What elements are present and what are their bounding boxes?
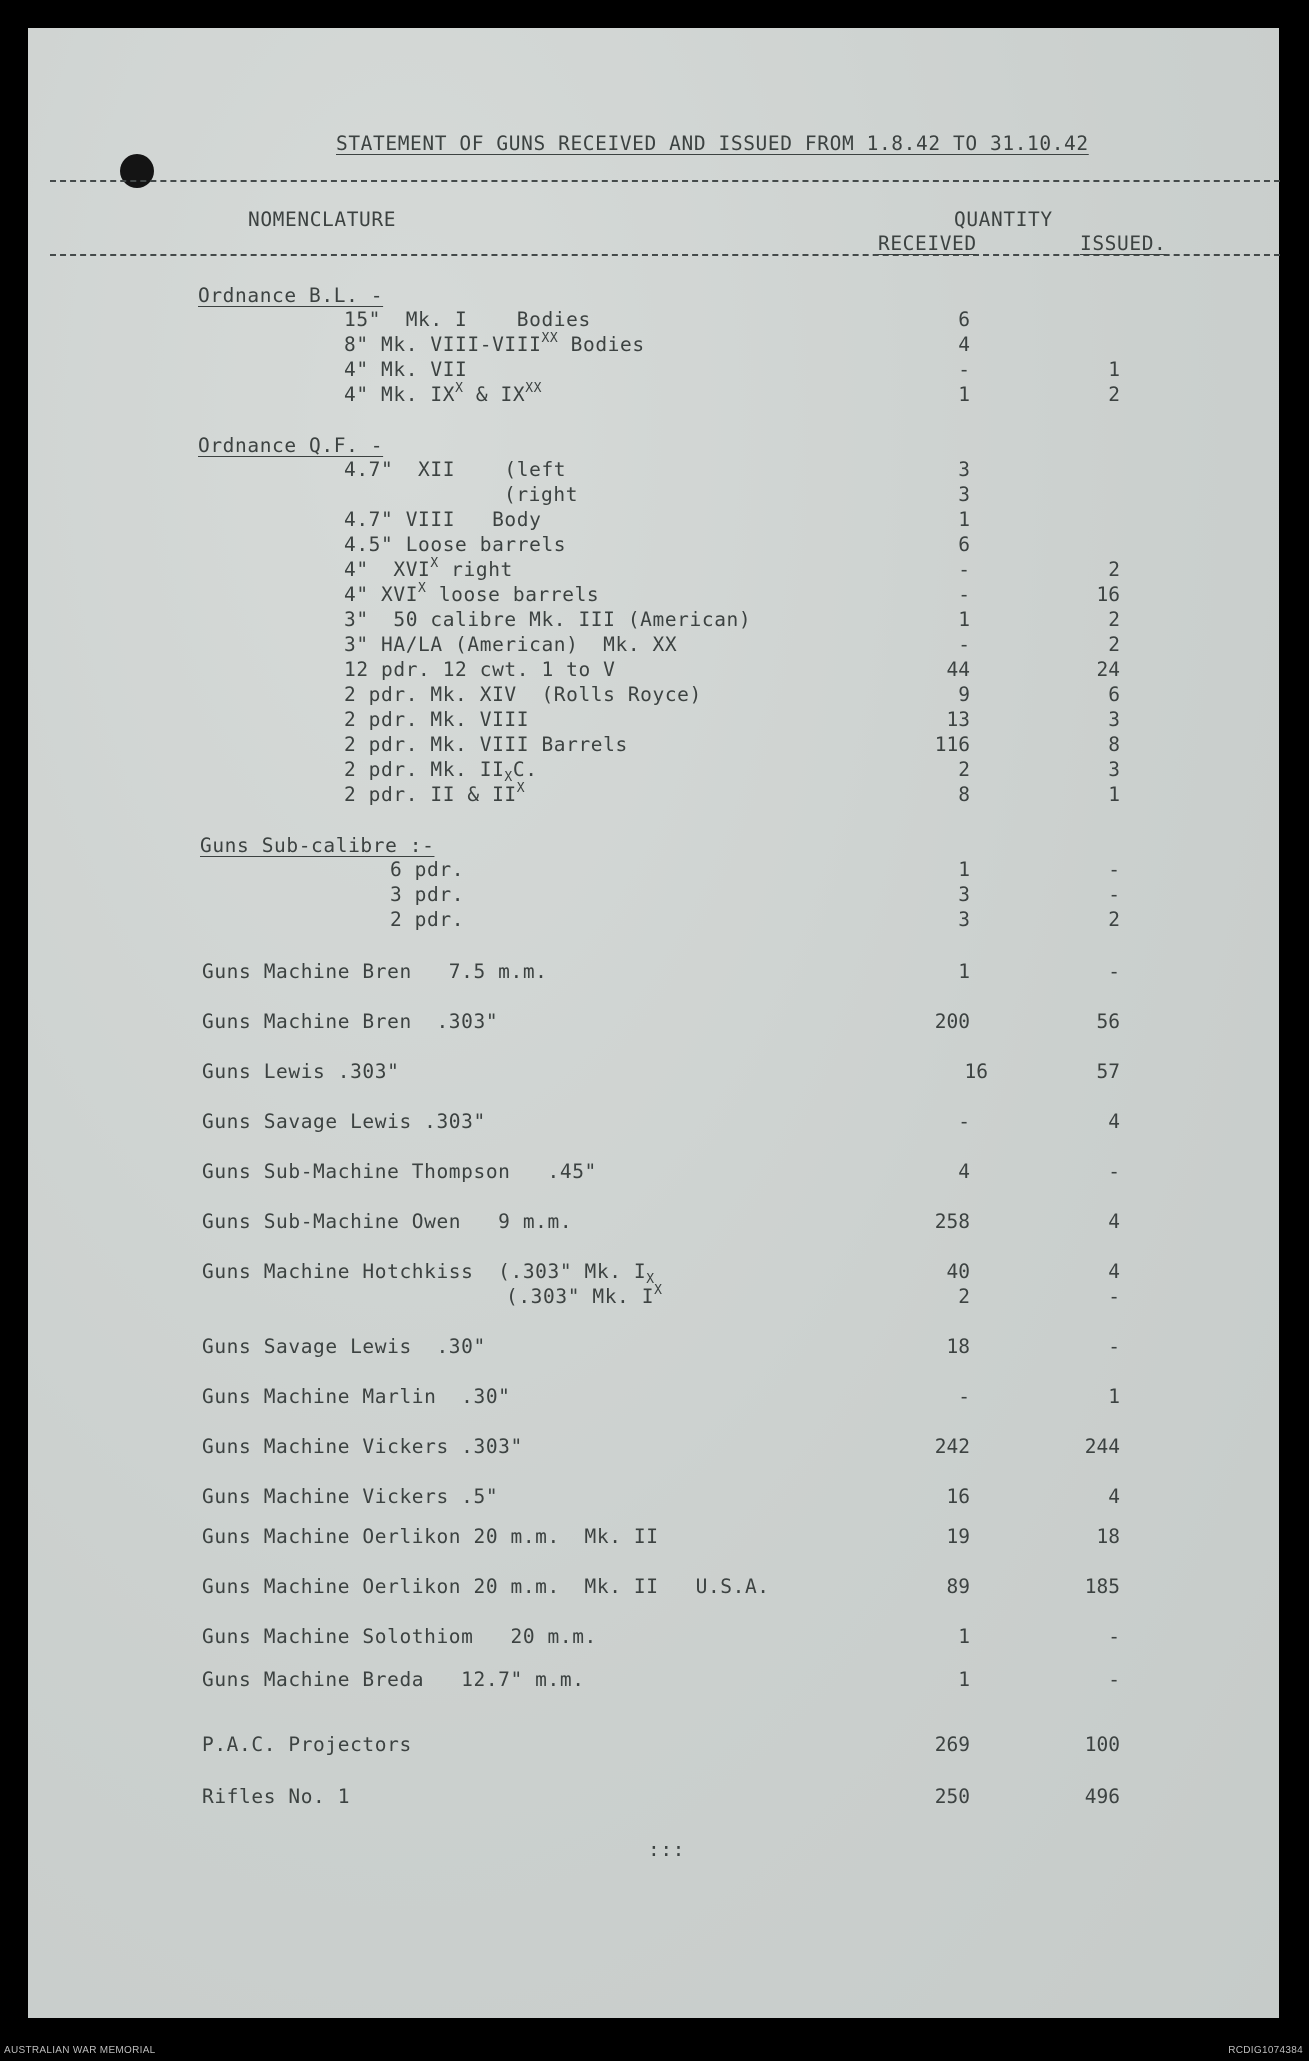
- row-issued: 4: [1108, 1485, 1120, 1508]
- row-label-label: Guns Machine Solothiom 20 m.m.: [202, 1625, 597, 1648]
- row-label: [202, 1112, 486, 1132]
- row-issued: 3: [1108, 758, 1120, 781]
- row-label-label: 4.5" Loose barrels: [344, 533, 567, 556]
- row-label-label: Guns Machine Marlin .30": [202, 1385, 511, 1408]
- row-label-sub: X: [504, 769, 513, 785]
- row-label-label-pre: 8" Mk. VIII-VIII: [344, 333, 542, 356]
- row-label: [202, 1260, 655, 1287]
- row-received: 16: [964, 1060, 988, 1083]
- row-label-label: Guns Machine Bren 7.5 m.m.: [202, 960, 548, 983]
- row-label-sup2: XX: [525, 380, 543, 396]
- row-received: -: [958, 1110, 970, 1133]
- row-issued: -: [1108, 883, 1120, 906]
- row-label: [202, 1162, 597, 1182]
- row-label-label-mid: & IX: [463, 383, 526, 406]
- row-issued: 3: [1108, 708, 1120, 731]
- row-issued: -: [1108, 960, 1120, 983]
- header-issued: ISSUED.: [1080, 232, 1167, 255]
- row-label-sup: XX: [541, 330, 559, 346]
- page-title: STATEMENT OF GUNS RECEIVED AND ISSUED FROM 1.8.42 TO 31.10.42: [336, 132, 1089, 155]
- row-received: 3: [958, 908, 970, 931]
- row-received: -: [958, 633, 970, 656]
- row-label-label: 2 pdr. Mk. XIV (Rolls Royce): [344, 683, 702, 706]
- row-label: [344, 635, 677, 655]
- row-label-label-post: C.: [512, 758, 538, 781]
- row-label-label: 2 pdr. Mk. VIII Barrels: [344, 733, 628, 756]
- row-received: 3: [958, 458, 970, 481]
- row-label: [344, 330, 645, 356]
- row-issued: 6: [1108, 683, 1120, 706]
- row-issued: 2: [1108, 633, 1120, 656]
- row-received: 4: [958, 1160, 970, 1183]
- row-issued: 496: [1084, 1785, 1120, 1808]
- row-label: [390, 860, 464, 880]
- row-label-label: 12 pdr. 12 cwt. 1 to V: [344, 658, 616, 681]
- row-issued: -: [1108, 858, 1120, 881]
- row-received: -: [958, 1385, 970, 1408]
- row-label-label-pre: 2 pdr. Mk. II: [344, 758, 505, 781]
- row-label-label: Guns Machine Vickers .303": [202, 1435, 523, 1458]
- row-issued: 4: [1108, 1260, 1120, 1283]
- row-label: [390, 885, 464, 905]
- footer-archive-name: AUSTRALIAN WAR MEMORIAL: [4, 2045, 156, 2056]
- row-label-label: Guns Sub-Machine Thompson .45": [202, 1160, 597, 1183]
- row-issued: -: [1108, 1668, 1120, 1691]
- row-label: [344, 460, 566, 480]
- row-received: 9: [958, 683, 970, 706]
- row-label: [202, 1787, 350, 1807]
- row-label-label-pre: 2 pdr. II & II: [344, 783, 517, 806]
- row-label-sup: X: [418, 580, 427, 596]
- row-received: 89: [946, 1575, 970, 1598]
- row-received: 1: [958, 858, 970, 881]
- row-label-label-pre: 4" Mk. IX: [344, 383, 456, 406]
- row-label: [202, 1387, 511, 1407]
- row-issued: 18: [1096, 1525, 1120, 1548]
- row-label-sup: X: [430, 555, 439, 571]
- row-label: [344, 555, 513, 581]
- rule-top: [50, 180, 1280, 182]
- row-label-label-pre: 4" XVI: [344, 583, 419, 606]
- row-received: 40: [946, 1260, 970, 1283]
- row-label-label: 4.7" VIII Body: [344, 508, 542, 531]
- row-label: [390, 910, 464, 930]
- row-label: [202, 1012, 498, 1032]
- row-label-label: 3 pdr.: [390, 883, 465, 906]
- row-label-label: 15" Mk. I Bodies: [344, 308, 591, 331]
- row-received: 2: [958, 1285, 970, 1308]
- row-label-label: 6 pdr.: [390, 858, 465, 881]
- row-received: 3: [958, 883, 970, 906]
- row-label: [202, 1670, 585, 1690]
- row-received: 4: [958, 333, 970, 356]
- row-received: 269: [934, 1733, 970, 1756]
- row-label: [506, 1282, 663, 1308]
- section-ordnance-bl: Ordnance B.L. -: [198, 284, 384, 307]
- row-received: 1: [958, 1625, 970, 1648]
- row-label: [344, 610, 751, 630]
- row-issued: 2: [1108, 558, 1120, 581]
- row-label-label: Guns Machine Oerlikon 20 m.m. Mk. II U.S.A.: [202, 1575, 770, 1598]
- row-received: 200: [934, 1010, 970, 1033]
- row-received: 1: [958, 508, 970, 531]
- row-label: [344, 710, 529, 730]
- row-received: 2: [958, 758, 970, 781]
- row-label: [344, 580, 600, 606]
- row-label-label: Rifles No. 1: [202, 1785, 351, 1808]
- row-issued: 2: [1108, 908, 1120, 931]
- row-label: [344, 510, 541, 530]
- header-received: RECEIVED: [878, 232, 977, 255]
- row-label-label-pre: 4" XVI: [344, 558, 431, 581]
- footer-archive-id: RCDIG1074384: [1228, 2045, 1303, 2056]
- row-label: [344, 360, 467, 380]
- row-label-label-post: right: [438, 558, 513, 581]
- section-sub-calibre: Guns Sub-calibre :-: [200, 834, 435, 857]
- row-issued: -: [1108, 1160, 1120, 1183]
- row-received: 13: [946, 708, 970, 731]
- row-received: -: [958, 358, 970, 381]
- row-label-label-pre: Guns Machine Hotchkiss (.303" Mk. I: [202, 1260, 647, 1283]
- row-issued: -: [1108, 1335, 1120, 1358]
- row-issued: -: [1108, 1285, 1120, 1308]
- row-issued: 1: [1108, 1385, 1120, 1408]
- row-label-label: Guns Machine Oerlikon 20 m.m. Mk. II: [202, 1525, 659, 1548]
- row-label: [202, 1735, 412, 1755]
- row-received: 19: [946, 1525, 970, 1548]
- row-issued: 185: [1084, 1575, 1120, 1598]
- row-issued: -: [1108, 1625, 1120, 1648]
- row-label-sup: X: [654, 1282, 663, 1298]
- row-label: [202, 1212, 572, 1232]
- row-issued: 1: [1108, 783, 1120, 806]
- row-label: [202, 962, 548, 982]
- row-received: 3: [958, 483, 970, 506]
- row-label-sup: X: [516, 780, 526, 796]
- row-issued: 1: [1108, 358, 1120, 381]
- row-label: [202, 1527, 659, 1547]
- row-received: -: [958, 583, 970, 606]
- row-label: [344, 380, 543, 406]
- end-mark: :::: [648, 1838, 686, 1861]
- row-received: 250: [934, 1785, 970, 1808]
- row-label: [344, 660, 615, 680]
- section-ordnance-qf: Ordnance Q.F. -: [198, 434, 384, 457]
- row-issued: 16: [1096, 583, 1120, 606]
- row-received: 1: [958, 608, 970, 631]
- row-received: 6: [958, 308, 970, 331]
- row-received: 16: [946, 1485, 970, 1508]
- row-issued: 4: [1108, 1210, 1120, 1233]
- row-label: [344, 758, 538, 785]
- row-received: 18: [946, 1335, 970, 1358]
- header-nomenclature: NOMENCLATURE: [248, 208, 397, 231]
- row-received: 8: [958, 783, 970, 806]
- row-label-label: 3" 50 calibre Mk. III (American): [344, 608, 752, 631]
- row-label: [202, 1337, 486, 1357]
- row-label: [202, 1627, 597, 1647]
- row-issued: 2: [1108, 383, 1120, 406]
- row-label-label: 3" HA/LA (American) Mk. XX: [344, 633, 678, 656]
- row-received: 6: [958, 533, 970, 556]
- row-received: 242: [934, 1435, 970, 1458]
- row-issued: 244: [1084, 1435, 1120, 1458]
- row-label-label: (right: [504, 483, 579, 506]
- punch-hole: [120, 154, 154, 188]
- row-label: [202, 1577, 770, 1597]
- row-issued: 100: [1084, 1733, 1120, 1756]
- header-quantity: QUANTITY: [954, 208, 1053, 231]
- row-label-label-pre: (.303" Mk. I: [506, 1285, 655, 1308]
- row-label-label-post: loose barrels: [426, 583, 600, 606]
- row-issued: 2: [1108, 608, 1120, 631]
- row-received: -: [958, 558, 970, 581]
- row-label-label: P.A.C. Projectors: [202, 1733, 412, 1756]
- row-label: [504, 485, 578, 505]
- row-label-label: 2 pdr.: [390, 908, 465, 931]
- row-received: 1: [958, 383, 970, 406]
- row-label: [344, 535, 566, 555]
- row-received: 1: [958, 1668, 970, 1691]
- row-label-label: Guns Machine Vickers .5": [202, 1485, 499, 1508]
- row-received: 44: [946, 658, 970, 681]
- row-received: 258: [934, 1210, 970, 1233]
- row-label-label: Guns Machine Bren .303": [202, 1010, 499, 1033]
- row-label-label: 4" Mk. VII: [344, 358, 468, 381]
- row-issued: 4: [1108, 1110, 1120, 1133]
- row-issued: 24: [1096, 658, 1120, 681]
- row-label: [202, 1062, 399, 1082]
- row-label-label: Guns Lewis .303": [202, 1060, 400, 1083]
- row-label-label: Guns Savage Lewis .30": [202, 1335, 486, 1358]
- row-label: [344, 685, 702, 705]
- row-label: [202, 1437, 523, 1457]
- row-label-label: Guns Sub-Machine Owen 9 m.m.: [202, 1210, 573, 1233]
- row-label: [344, 310, 591, 330]
- row-label-label: 4.7" XII (left: [344, 458, 567, 481]
- row-received: 1: [958, 960, 970, 983]
- row-label-label-post: Bodies: [558, 333, 645, 356]
- row-issued: 56: [1096, 1010, 1120, 1033]
- row-label: [344, 780, 526, 806]
- row-issued: 8: [1108, 733, 1120, 756]
- row-label-sup: X: [455, 380, 464, 396]
- row-label-label: Guns Savage Lewis .303": [202, 1110, 486, 1133]
- row-label-label: 2 pdr. Mk. VIII: [344, 708, 530, 731]
- row-issued: 57: [1096, 1060, 1120, 1083]
- row-label: [202, 1487, 498, 1507]
- row-received: 116: [934, 733, 970, 756]
- row-label-sub: X: [646, 1271, 655, 1287]
- row-label: [344, 735, 628, 755]
- row-label-label: Guns Machine Breda 12.7" m.m.: [202, 1668, 585, 1691]
